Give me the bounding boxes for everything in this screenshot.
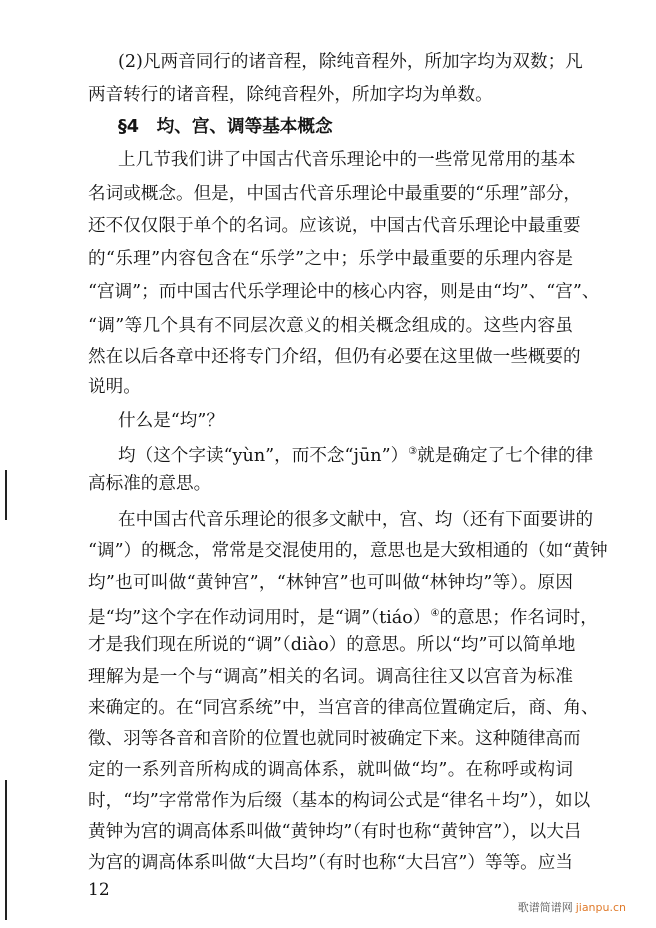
text-line: 的“乐理”内容包含在“乐学”之中；乐学中最重要的乐理内容是 [88,249,573,269]
text-line: “宫调”；而中国古代乐学理论中的核心内容，则是由“均”、“宫”、 [88,282,600,302]
text-line: 还不仅仅限于单个的名词。应该说，中国古代音乐理论中最重要 [88,216,581,236]
text-line: 高标准的意思。 [88,474,212,494]
text-line [118,441,594,467]
text-line: 定的一系列音所构成的调高体系，就叫做“均”。在称呼或构词 [88,760,573,780]
text-line: “调”）的概念，常常是交混使用的，意思也是大致相通的（如“黄钟 [88,541,608,561]
page-number: 12 [88,880,110,900]
text-line: 在中国古代音乐理论的很多文献中，宫、均（还有下面要讲的 [118,510,594,530]
text-line: “调”等几个具有不同层次意义的相关概念组成的。这些内容虽 [88,316,573,336]
text-line: 才是我们现在所说的“调”（diào）的意思。所以“均”可以简单地 [88,635,576,655]
text-line: 说明。 [88,377,141,397]
text-span: 是“均”这个字在作动词用时，是“调”（tiáo） [88,607,431,628]
scan-edge-mark [5,470,7,520]
text-line: 然在以后各章中还将专门介绍，但仍有必要在这里做一些概要的 [88,347,581,367]
text-line: 黄钟为宫的调高体系叫做“黄钟均”（有时也称“黄钟宫”），以大吕 [88,822,582,842]
text-line: (2)凡两音同行的诸音程，除纯音程外，所加字均为双数；凡 [118,52,583,72]
text-span: 的意思；作名词时， [439,607,598,628]
text-span: 均（这个字读“yùn”，而不念“jūn”） [118,445,409,466]
text-line: 两音转行的诸音程，除纯音程外，所加字均为单数。 [88,85,493,105]
watermark-url: jianpu.cn [575,901,626,914]
watermark-text: 歌谱简谱网 [517,901,573,914]
text-line: 均”也可叫做“黄钟宫”，“林钟宫”也可叫做“林钟均”等）。原因 [88,573,573,593]
text-span: 就是确定了七个律的律 [417,445,594,466]
scan-edge-mark [5,780,7,920]
text-line: 来确定的。在“同宫系统”中，当宫音的律高位置确定后，商、角、 [88,698,599,718]
footnote-mark: ④ [430,608,440,619]
text-line [88,603,598,629]
text-line: 上几节我们讲了中国古代音乐理论中的一些常见常用的基本 [118,150,576,170]
text-line: 什么是“均”？ [118,411,224,431]
text-line: 时，“均”字常常作为后缀（基本的构词公式是“律名＋均”），如以 [88,791,591,811]
watermark [518,899,626,915]
text-line: 理解为是一个与“调高”相关的名词。调高往往又以宫音为标准 [88,667,573,687]
text-line: 为宫的调高体系叫做“大吕均”（有时也称“大吕宫”）等等。应当 [88,853,573,873]
footnote-mark: ③ [408,446,418,457]
section-heading: §4 均、宫、调等基本概念 [118,117,333,137]
text-line: 名词或概念。但是，中国古代音乐理论中最重要的“乐理”部分， [88,184,582,204]
text-line: 徵、羽等各音和音阶的位置也就同时被确定下来。这种随律高而 [88,729,581,749]
